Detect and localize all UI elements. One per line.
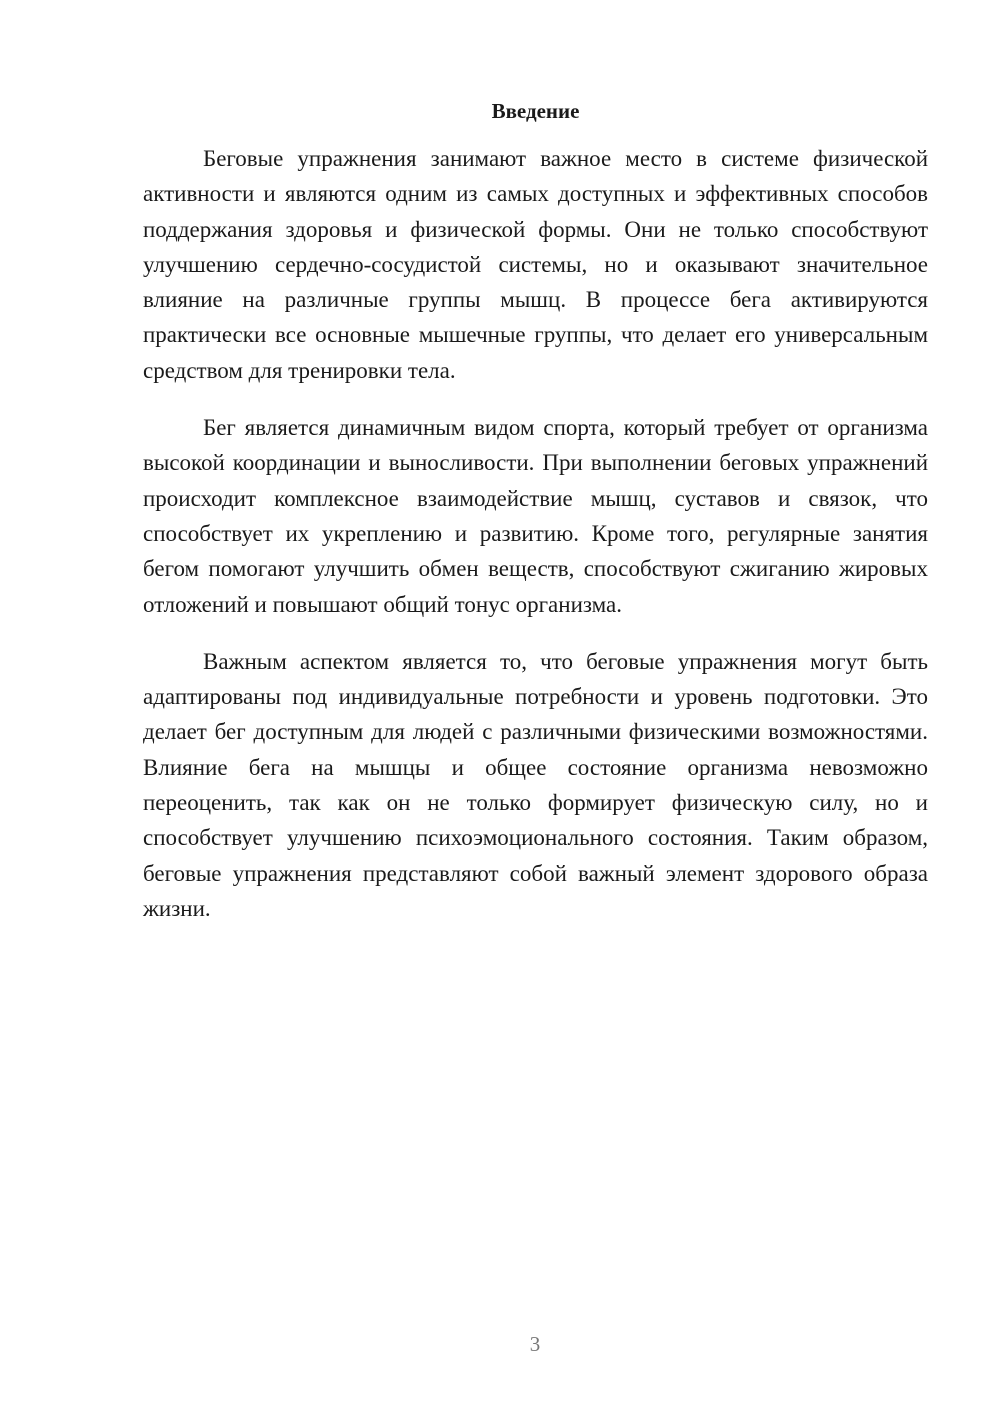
paragraph-1: Беговые упражнения занимают важное место в системе физической активности и являются одним из самых доступных и эффективных способов поддержания здоровья и физической формы. Они не только способствуют улучшению сердечно-сосудистой системы, но и оказывают значительное влияние на различные группы мышц. В процессе бега активируются практически все основные мышечные группы, что делает его универсальным средством для тренировки тела. [143, 146, 928, 383]
section-title: Введение [491, 99, 580, 123]
paragraph-3: Важным аспектом является то, что беговые упражнения могут быть адаптированы под индивидуальные потребности и уровень подготовки. Это делает бег доступным для людей с различными физическими возможностями. Влияние бега на мышцы и общее состояние организма невозможно переоценить, так как он не только формирует физическую силу, но и способствует улучшению психоэмоционального состояния. Таким образом, беговые упражнения представляют собой важный элемент здорового образа жизни. [143, 648, 928, 921]
page-number: 3 [529, 1332, 541, 1356]
paragraph-2: Бег является динамичным видом спорта, который требует от организма высокой координации и выносливости. При выполнении беговых упражнений происходит комплексное взаимодействие мышц, суставов и связок, что способствует их укреплению и развитию. Кроме того, регулярные занятия бегом помогают улучшить обмен веществ, способствуют сжиганию жировых отложений и повышают общий тонус организма. [143, 415, 928, 617]
body-text [143, 141, 928, 948]
